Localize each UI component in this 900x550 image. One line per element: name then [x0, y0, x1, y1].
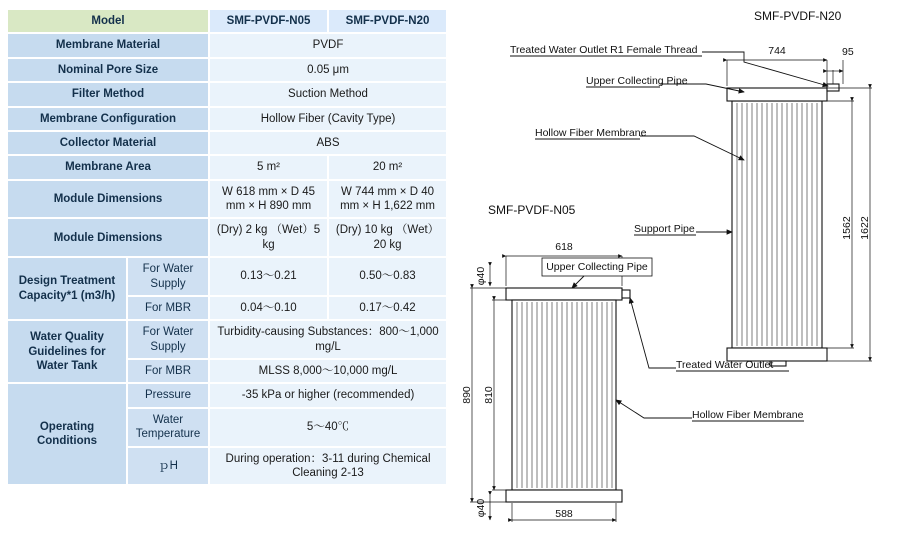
value-wq-mbr: MLSS 8,000〜10,000 mg/L: [210, 360, 446, 382]
row-value-pore-size: 0.05 μm: [210, 59, 446, 81]
n20-label-upper-pipe: Upper Collecting Pipe: [586, 75, 688, 87]
table-row: [8, 321, 446, 358]
row-value-membrane-material: PVDF: [210, 34, 446, 56]
table-row: [8, 10, 446, 32]
n20-title: SMF-PVDF-N20: [754, 9, 842, 23]
n20-dim-width: 744: [768, 45, 786, 57]
header-model: Model: [8, 10, 208, 32]
row-label-design-capacity: Design Treatment Capacity*1 (m3/h): [8, 258, 126, 319]
sublabel-design-mbr: For MBR: [128, 297, 208, 319]
n05-dim-height-outer: 890: [461, 386, 473, 404]
row-label-module-dimensions: Module Dimensions: [8, 181, 208, 218]
n20-label-outlet: Treated Water Outlet R1 Female Thread: [510, 44, 698, 56]
value-design-mbr-n05: 0.04〜0.10: [210, 297, 327, 319]
row-value-collector-material: ABS: [210, 132, 446, 154]
row-value-module-weight-n05: (Dry) 2 kg （Wet）5 kg: [210, 219, 327, 256]
value-pressure: -35 kPa or higher (recommended): [210, 384, 446, 406]
sublabel-wq-water-supply: For Water Supply: [128, 321, 208, 358]
row-label-operating-conditions: Operating Conditions: [8, 384, 126, 484]
n05-title: SMF-PVDF-N05: [488, 203, 576, 217]
value-design-water-supply-n20: 0.50〜0.83: [329, 258, 446, 295]
sublabel-design-water-supply: For Water Supply: [128, 258, 208, 295]
value-design-mbr-n20: 0.17〜0.42: [329, 297, 446, 319]
row-label-membrane-material: Membrane Material: [8, 34, 208, 56]
n05-label-upper-pipe: Upper Collecting Pipe: [546, 261, 648, 273]
table-row: [8, 34, 446, 56]
n20-label-support-pipe: Support Pipe: [634, 223, 695, 235]
n20-dim-offset: 95: [842, 46, 854, 58]
row-value-module-weight-n20: (Dry) 10 kg （Wet）20 kg: [329, 219, 446, 256]
header-model-n20: SMF-PVDF-N20: [329, 10, 446, 32]
row-label-module-weight: Module Dimensions: [8, 219, 208, 256]
row-label-water-quality: Water Quality Guidelines for Water Tank: [8, 321, 126, 382]
specification-table: [6, 8, 448, 486]
value-ph: During operation：3-11 during Chemical Cleaning 2-13: [210, 448, 446, 485]
n05-label-membrane: Hollow Fiber Membrane: [692, 409, 804, 421]
row-value-module-dimensions-n05: W 618 mm × D 45 mm × H 890 mm: [210, 181, 327, 218]
n20-label-membrane: Hollow Fiber Membrane: [535, 127, 647, 139]
table-row: [8, 181, 446, 218]
n05-dim-width-bottom: 588: [555, 508, 573, 520]
sublabel-wq-mbr: For MBR: [128, 360, 208, 382]
row-value-filter-method: Suction Method: [210, 83, 446, 105]
n05-dim-height-inner: 810: [483, 386, 495, 404]
row-value-membrane-configuration: Hollow Fiber (Cavity Type): [210, 108, 446, 130]
value-design-water-supply-n05: 0.13〜0.21: [210, 258, 327, 295]
row-value-module-dimensions-n20: W 744 mm × D 40 mm × H 1,622 mm: [329, 181, 446, 218]
table-row: [8, 132, 446, 154]
n05-dim-dia-top: φ40: [475, 266, 487, 286]
table-row: [8, 384, 446, 406]
table-row: [8, 83, 446, 105]
value-wq-water-supply: Turbidity-causing Substances：800〜1,000 mg/L: [210, 321, 446, 358]
table-row: [8, 108, 446, 130]
row-label-membrane-area: Membrane Area: [8, 156, 208, 178]
row-label-filter-method: Filter Method: [8, 83, 208, 105]
table-row: [8, 219, 446, 256]
header-model-n05: SMF-PVDF-N05: [210, 10, 327, 32]
row-label-collector-material: Collector Material: [8, 132, 208, 154]
table-row: [8, 156, 446, 178]
row-value-membrane-area-n20: 20 m²: [329, 156, 446, 178]
sublabel-pressure: Pressure: [128, 384, 208, 406]
table-row: [8, 258, 446, 295]
sublabel-ph: ｐH: [128, 448, 208, 485]
n05-dim-dia-bottom: φ40: [475, 498, 487, 518]
table-row: [8, 59, 446, 81]
sublabel-water-temperature: Water Temperature: [128, 409, 208, 446]
row-label-pore-size: Nominal Pore Size: [8, 59, 208, 81]
n05-dim-width-top: 618: [555, 241, 573, 253]
n20-dim-height-inner: 1562: [841, 216, 853, 240]
value-water-temperature: 5〜40℃: [210, 409, 446, 446]
technical-drawing: [444, 0, 900, 550]
row-label-membrane-configuration: Membrane Configuration: [8, 108, 208, 130]
n05-label-outlet: Treated Water Outlet: [676, 359, 774, 371]
row-value-membrane-area-n05: 5 m²: [210, 156, 327, 178]
n20-dim-height-outer: 1622: [859, 216, 871, 240]
